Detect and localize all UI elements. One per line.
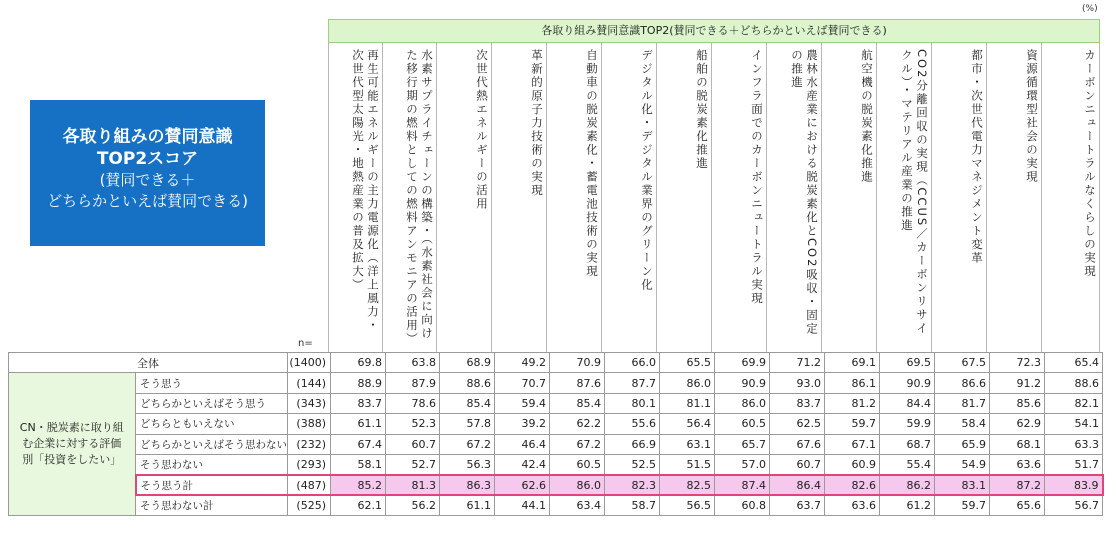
unit-label: (%)	[1082, 4, 1098, 14]
column-group-header: 各取り組み賛同意識TOP2(賛同できる＋どちらかといえば賛同できる)	[328, 19, 1100, 43]
table-cell: 39.2	[495, 414, 550, 434]
table-row	[9, 495, 1103, 515]
table-cell: 60.5	[715, 414, 770, 434]
column-header-label: 自動車の脱炭素化・蓄電池技術の実現	[585, 49, 599, 279]
table-row	[9, 373, 1103, 393]
column-header-label: 革新的原子力技術の実現	[530, 49, 544, 198]
table-cell: 51.5	[660, 454, 715, 474]
table-cell: 81.7	[935, 393, 990, 413]
row-n: (293)	[288, 454, 331, 474]
row-n: (232)	[288, 434, 331, 454]
row-label: そう思わない	[136, 454, 288, 474]
table-cell: 56.2	[386, 495, 440, 515]
table-cell: 80.1	[605, 393, 660, 413]
table-cell: 49.2	[495, 353, 550, 373]
table-cell: 83.7	[770, 393, 825, 413]
table-cell: 68.9	[440, 353, 495, 373]
table-cell: 78.6	[386, 393, 440, 413]
table-cell: 63.1	[660, 434, 715, 454]
table-cell: 82.6	[825, 475, 880, 495]
column-header-11	[877, 43, 932, 353]
table-cell: 63.6	[990, 454, 1045, 474]
table-cell: 81.2	[825, 393, 880, 413]
row-label: そう思わない計	[136, 495, 288, 515]
table-cell: 56.5	[660, 495, 715, 515]
table-cell: 87.4	[715, 475, 770, 495]
table-cell: 90.9	[880, 373, 935, 393]
table-row	[9, 414, 1103, 434]
row-n: (1400)	[288, 353, 331, 373]
title-line3: (賛同できる＋	[99, 171, 196, 189]
table-cell: 59.7	[935, 495, 990, 515]
table-cell: 85.2	[331, 475, 386, 495]
table-cell: 60.7	[770, 454, 825, 474]
row-label: どちらかといえばそう思う	[136, 393, 288, 413]
table-cell: 71.2	[770, 353, 825, 373]
row-label: どちらともいえない	[136, 414, 288, 434]
column-header-label: 農林水産業における脱炭素化とCO2吸収・固定の推進	[790, 49, 819, 336]
table-cell: 67.5	[935, 353, 990, 373]
row-n: (144)	[288, 373, 331, 393]
table-row	[9, 454, 1103, 474]
column-header-label: 水素サプライチェーンの構築・（水素社会に向けた移行期の燃料としての燃料アンモニアの活用）	[405, 49, 434, 346]
table-cell: 59.4	[495, 393, 550, 413]
table-cell: 62.1	[331, 495, 386, 515]
table-cell: 88.9	[331, 373, 386, 393]
table-cell: 70.9	[550, 353, 605, 373]
table-row-total	[9, 353, 1103, 373]
table-cell: 58.7	[605, 495, 660, 515]
row-label: そう思う	[136, 373, 288, 393]
table-cell: 82.1	[1045, 393, 1103, 413]
table-cell: 69.8	[331, 353, 386, 373]
table-cell: 59.9	[880, 414, 935, 434]
table-cell: 57.8	[440, 414, 495, 434]
row-label: どちらかといえばそう思わない	[136, 434, 288, 454]
table-cell: 56.7	[1045, 495, 1103, 515]
table-cell: 55.6	[605, 414, 660, 434]
table-cell: 63.6	[825, 495, 880, 515]
table-cell: 54.1	[1045, 414, 1103, 434]
table-row	[9, 475, 1103, 495]
table-cell: 60.8	[715, 495, 770, 515]
table-cell: 46.4	[495, 434, 550, 454]
table-cell: 63.7	[770, 495, 825, 515]
table-cell: 67.1	[825, 434, 880, 454]
table-cell: 69.9	[715, 353, 770, 373]
column-header-label: インフラ面でのカーボンニュートラル実現	[750, 49, 764, 306]
column-headers	[328, 43, 1100, 353]
table-cell: 65.5	[660, 353, 715, 373]
table-cell: 65.7	[715, 434, 770, 454]
row-n: (525)	[288, 495, 331, 515]
table-cell: 67.4	[331, 434, 386, 454]
column-header-label: 航空機の脱炭素化推進	[860, 49, 874, 184]
table-cell: 86.0	[550, 475, 605, 495]
table-cell: 86.3	[440, 475, 495, 495]
table-cell: 60.5	[550, 454, 605, 474]
table-cell: 86.0	[715, 393, 770, 413]
table-cell: 61.1	[331, 414, 386, 434]
table-cell: 86.0	[660, 373, 715, 393]
table-cell: 82.5	[660, 475, 715, 495]
table-cell: 84.4	[880, 393, 935, 413]
table-cell: 83.9	[1045, 475, 1103, 495]
table-cell: 86.4	[770, 475, 825, 495]
row-n: (487)	[288, 475, 331, 495]
column-header-4	[492, 43, 547, 353]
column-header-label: CO2分離回収の実現（CCUS／カーボンリサイクル）・マテリアル産業の推進	[900, 49, 929, 336]
column-header-8	[712, 43, 767, 353]
title-line1: 各取り組みの賛同意識	[62, 127, 233, 147]
table-cell: 81.3	[386, 475, 440, 495]
table-cell: 55.4	[880, 454, 935, 474]
table-cell: 52.3	[386, 414, 440, 434]
table-cell: 69.5	[880, 353, 935, 373]
table-cell: 86.6	[935, 373, 990, 393]
table-cell: 87.2	[990, 475, 1045, 495]
row-n: (388)	[288, 414, 331, 434]
column-header-label: カーボンニュートラルなくらしの実現	[1083, 49, 1097, 279]
table-cell: 62.6	[495, 475, 550, 495]
table-cell: 63.3	[1045, 434, 1103, 454]
table-cell: 62.9	[990, 414, 1045, 434]
row-n: (343)	[288, 393, 331, 413]
table-cell: 67.2	[550, 434, 605, 454]
table-cell: 59.7	[825, 414, 880, 434]
table-cell: 57.0	[715, 454, 770, 474]
table-cell: 88.6	[440, 373, 495, 393]
table-cell: 56.3	[440, 454, 495, 474]
table-cell: 62.2	[550, 414, 605, 434]
table-cell: 68.7	[880, 434, 935, 454]
title-line4: どちらかといえば賛同できる)	[47, 192, 248, 210]
table-cell: 83.7	[331, 393, 386, 413]
table-cell: 65.6	[990, 495, 1045, 515]
table-cell: 87.9	[386, 373, 440, 393]
table-cell: 60.9	[825, 454, 880, 474]
table-cell: 44.1	[495, 495, 550, 515]
table-row	[9, 393, 1103, 413]
title-box	[30, 100, 265, 246]
column-header-label: デジタル化・デジタル業界のグリーン化	[640, 49, 654, 292]
table-cell: 56.4	[660, 414, 715, 434]
table-cell: 66.0	[605, 353, 660, 373]
table-cell: 63.8	[386, 353, 440, 373]
table-cell: 93.0	[770, 373, 825, 393]
table-cell: 61.2	[880, 495, 935, 515]
column-header-12	[932, 43, 987, 353]
column-header-6	[602, 43, 657, 353]
table-cell: 60.7	[386, 434, 440, 454]
table-cell: 87.7	[605, 373, 660, 393]
column-header-label: 都市・次世代電力マネジメント変革	[970, 49, 984, 265]
table-cell: 65.9	[935, 434, 990, 454]
column-header-label: 資源循環型社会の実現	[1025, 49, 1039, 184]
table-cell: 85.4	[440, 393, 495, 413]
column-header-7	[657, 43, 712, 353]
column-header-9	[767, 43, 822, 353]
column-header-5	[547, 43, 602, 353]
column-header-14	[1042, 43, 1100, 353]
title-line2: TOP2スコア	[96, 149, 199, 169]
table-cell: 52.7	[386, 454, 440, 474]
table-cell: 90.9	[715, 373, 770, 393]
table-cell: 91.2	[990, 373, 1045, 393]
table-cell: 85.6	[990, 393, 1045, 413]
table-cell: 65.4	[1045, 353, 1103, 373]
table-cell: 81.1	[660, 393, 715, 413]
table-cell: 67.6	[770, 434, 825, 454]
table-cell: 69.1	[825, 353, 880, 373]
table-cell: 86.1	[825, 373, 880, 393]
segment-group-label: CN・脱炭素に取り組む企業に対する評価別「投資をしたい」	[9, 373, 136, 516]
table-cell: 67.2	[440, 434, 495, 454]
table-cell: 87.6	[550, 373, 605, 393]
column-header-10	[822, 43, 877, 353]
row-label: そう思う計	[136, 475, 288, 495]
column-header-label: 次世代熱エネルギーの活用	[475, 49, 489, 211]
score-table	[8, 352, 1104, 516]
table-cell: 72.3	[990, 353, 1045, 373]
table-cell: 82.3	[605, 475, 660, 495]
table-cell: 54.9	[935, 454, 990, 474]
table-cell: 58.4	[935, 414, 990, 434]
table-cell: 88.6	[1045, 373, 1103, 393]
table-cell: 68.1	[990, 434, 1045, 454]
column-header-13	[987, 43, 1042, 353]
table-cell: 51.7	[1045, 454, 1103, 474]
table-cell: 63.4	[550, 495, 605, 515]
column-header-2	[383, 43, 437, 353]
column-header-1	[328, 43, 383, 353]
table-cell: 66.9	[605, 434, 660, 454]
n-label: n=	[298, 338, 313, 349]
table-cell: 52.5	[605, 454, 660, 474]
column-header-label: 再生可能エネルギーの主力電源化（洋上風力・次世代型太陽光・地熱産業の普及拡大）	[351, 49, 380, 333]
table-cell: 61.1	[440, 495, 495, 515]
table-cell: 85.4	[550, 393, 605, 413]
table-cell: 86.2	[880, 475, 935, 495]
column-header-3	[437, 43, 492, 353]
column-header-label: 船舶の脱炭素化推進	[695, 49, 709, 171]
table-cell: 42.4	[495, 454, 550, 474]
table-cell: 62.5	[770, 414, 825, 434]
table-cell: 70.7	[495, 373, 550, 393]
table-cell: 58.1	[331, 454, 386, 474]
table-cell: 83.1	[935, 475, 990, 495]
table-row	[9, 434, 1103, 454]
row-label: 全体	[9, 353, 288, 373]
